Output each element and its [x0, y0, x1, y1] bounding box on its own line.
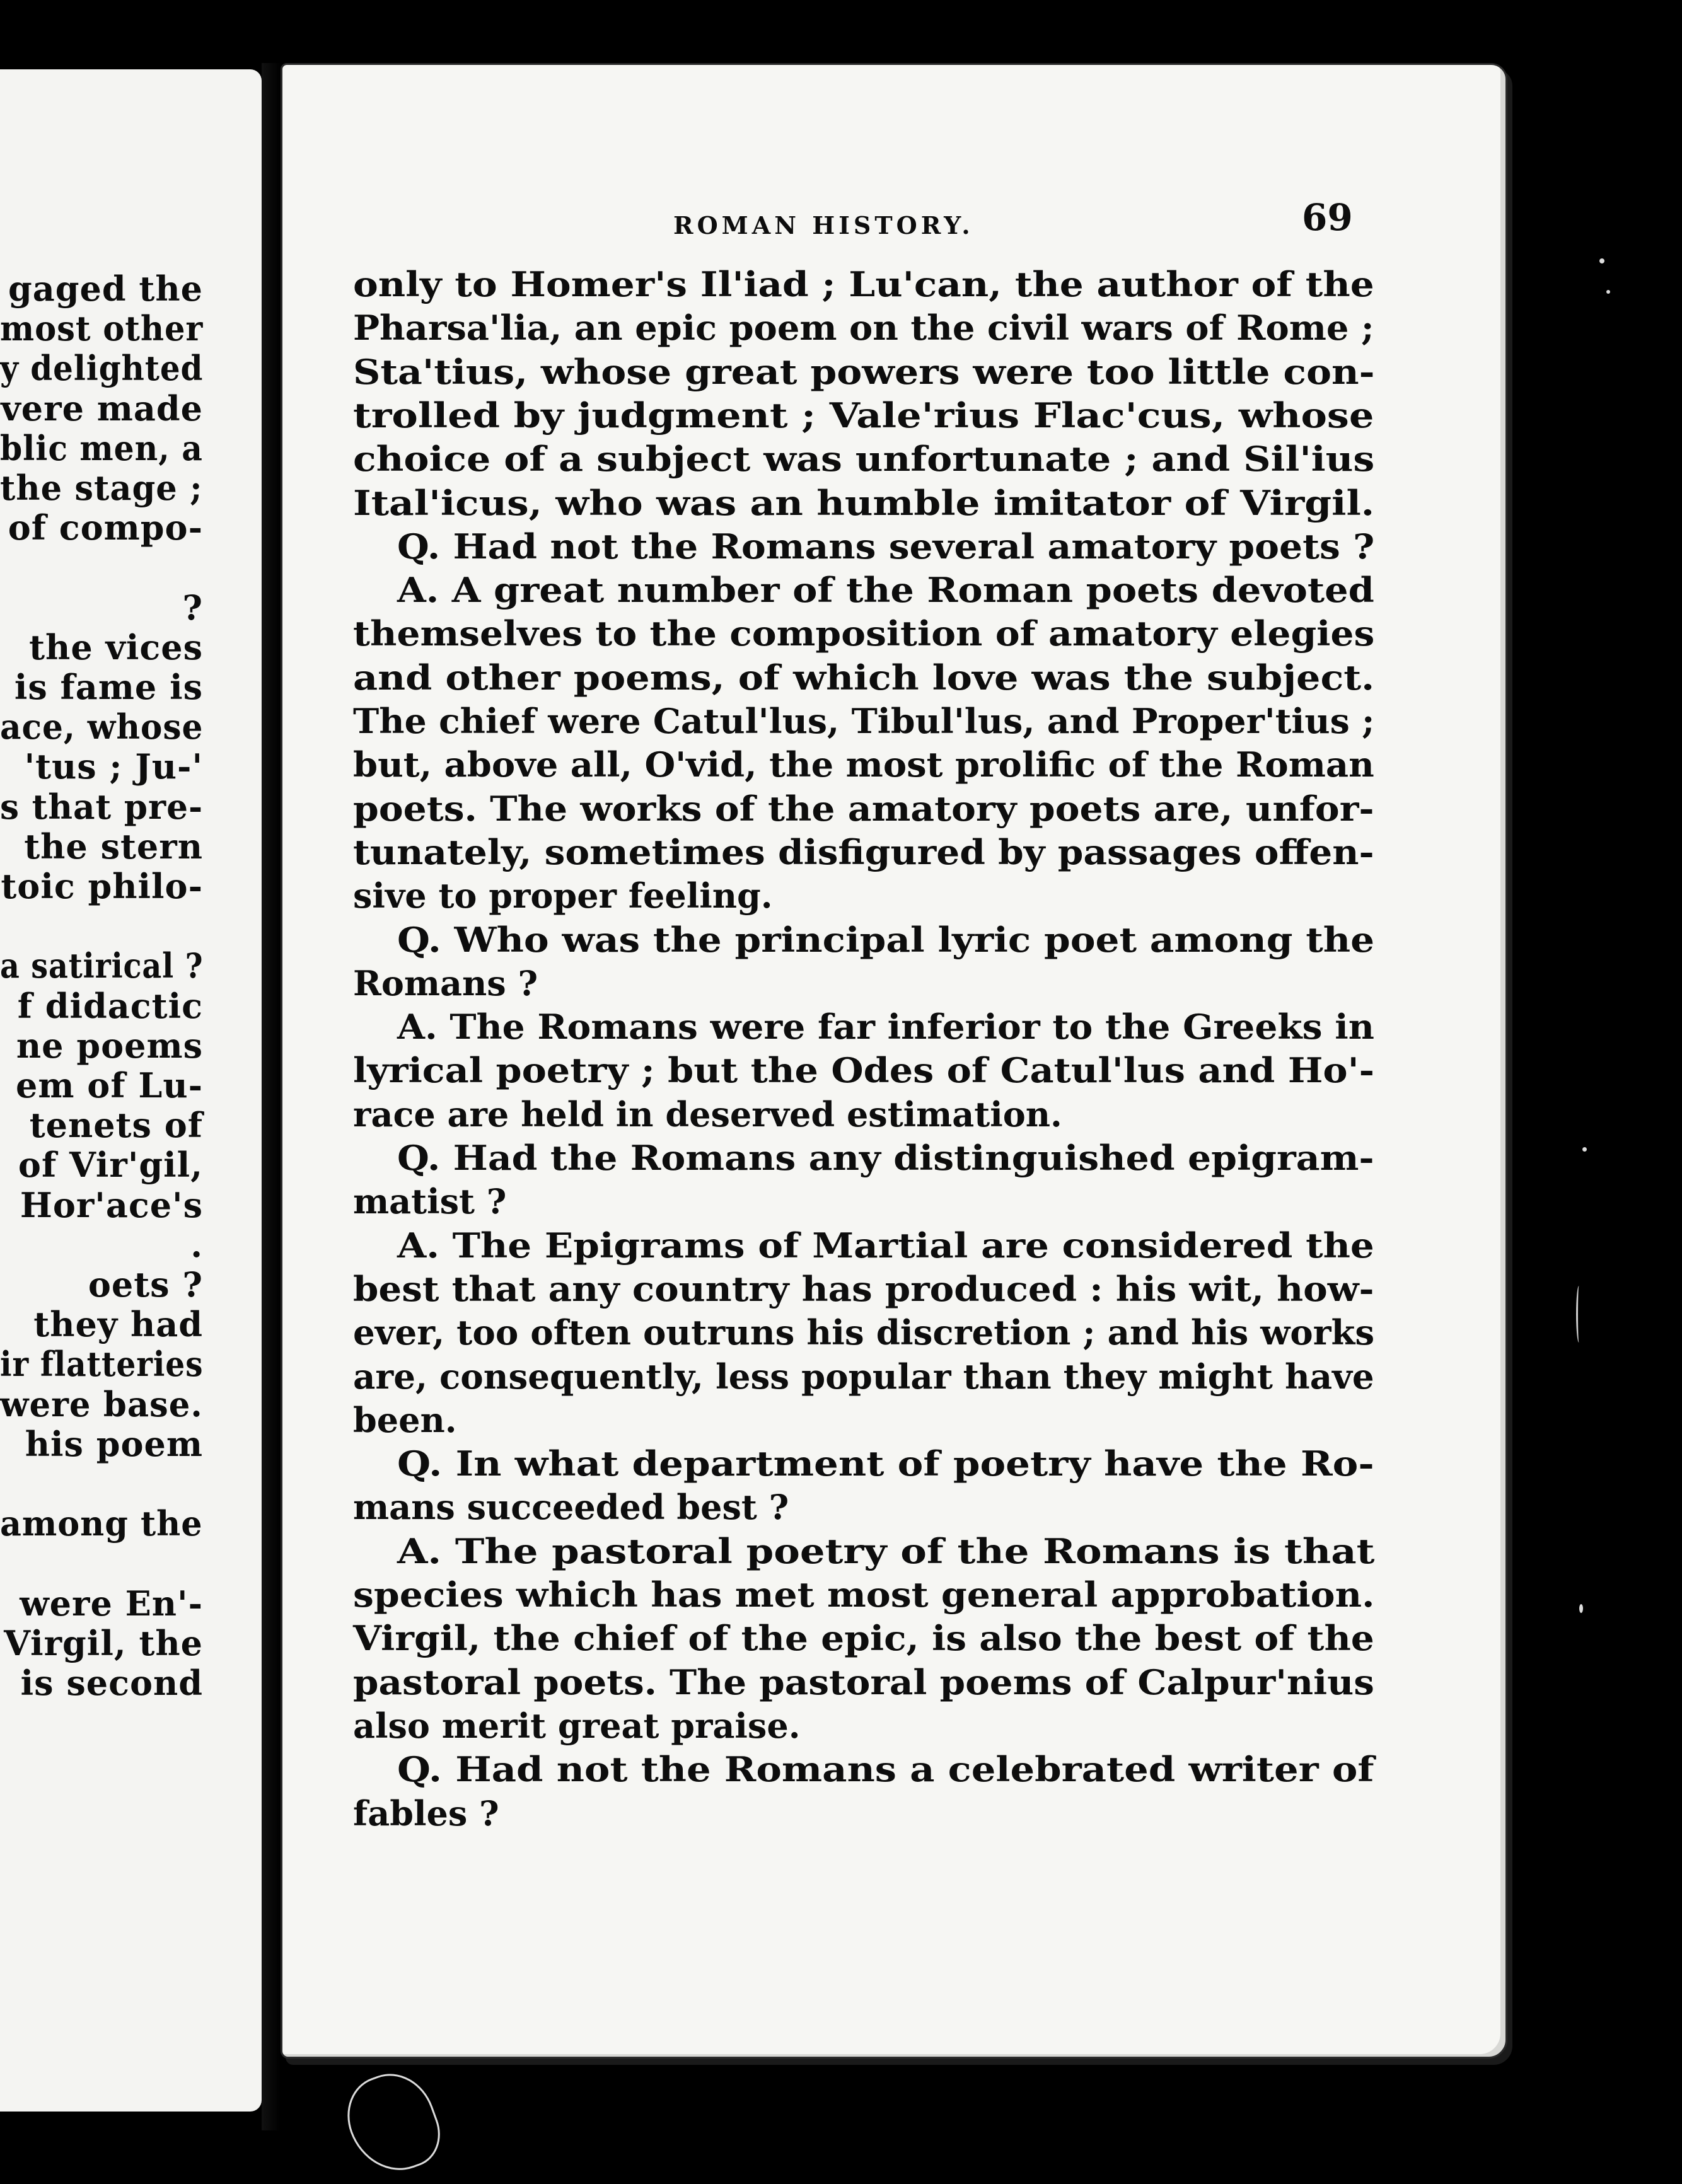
left-page-line: em of Lu-	[16, 1065, 203, 1106]
text-line: and other poems, of which love was the subject.	[353, 657, 1375, 698]
text-line: pastoral poets. The pastoral poems of Calpur'nius	[353, 1661, 1374, 1702]
text-line: species which has met most general approbation.	[353, 1574, 1375, 1615]
dust-speck	[1599, 258, 1604, 263]
left-page-line: y delighted	[0, 348, 203, 389]
main-page	[281, 63, 1507, 2059]
left-page-line: ace, whose	[0, 707, 203, 748]
left-page-line: a satirical ?	[0, 945, 203, 986]
text-line: Q. Had the Romans any distinguished epigram-	[397, 1138, 1374, 1178]
left-page-line: Hor'ace's	[20, 1184, 203, 1225]
text-line: been.	[353, 1399, 457, 1440]
left-page-line: were base.	[0, 1384, 203, 1424]
text-line: Q. Who was the principal lyric poet among the	[397, 919, 1375, 960]
dust-speck	[1606, 290, 1610, 294]
left-page-line: of Vir'gil,	[18, 1145, 203, 1186]
page-number: 69	[1302, 196, 1353, 239]
text-line: lyrical poetry ; but the Odes of Catul'lus and Ho'-	[353, 1050, 1374, 1091]
running-head: ROMAN HISTORY.	[673, 211, 974, 240]
text-line: Pharsa'lia, an epic poem on the civil wars of Rome ;	[353, 308, 1374, 349]
text-line: Virgil, the chief of the epic, is also the best of the	[353, 1618, 1374, 1659]
left-page-line: ir flatteries	[0, 1344, 203, 1385]
text-line: best that any country has produced : his wit, how-	[353, 1268, 1374, 1309]
left-page-line: Virgil, the	[4, 1622, 203, 1663]
left-page-line: gaged the	[8, 269, 203, 309]
text-line: but, above all, O'vid, the most prolific of the Roman	[353, 744, 1374, 785]
left-page-line: ?	[182, 587, 203, 628]
text-line: A. The pastoral poetry of the Romans is that	[397, 1530, 1375, 1571]
text-line: only to Homer's Il'iad ; Lu'can, the author of the	[353, 264, 1374, 304]
text-line: mans succeeded best ?	[353, 1487, 789, 1528]
text-line: themselves to the composition of amatory elegies	[353, 613, 1375, 654]
left-page-line: ne poems	[16, 1025, 203, 1066]
text-line: also merit great praise.	[353, 1705, 801, 1746]
text-line: Q. Had not the Romans a celebrated writer of	[397, 1749, 1374, 1790]
text-line: matist ?	[353, 1181, 507, 1222]
left-page-line: s that pre-	[0, 786, 203, 827]
text-line: Romans ?	[353, 962, 538, 1003]
text-line: Q. In what department of poetry have the Ro-	[397, 1443, 1374, 1484]
text-line: race are held in deserved estimation.	[353, 1094, 1062, 1135]
text-line: The chief were Catul'lus, Tibul'lus, and Proper'tius ;	[353, 701, 1375, 741]
left-page-line: .	[190, 1224, 203, 1265]
left-page-line: blic men, a	[0, 427, 203, 468]
text-line: tunately, sometimes disfigured by passages offen-	[353, 831, 1374, 872]
text-line: are, consequently, less popular than they might have	[353, 1356, 1374, 1397]
left-page-line: is fame is	[14, 667, 203, 707]
dust-speck	[1579, 1604, 1583, 1613]
text-line: A. The Romans were far inferior to the Greeks in	[397, 1007, 1374, 1048]
left-page-line: were En'-	[20, 1583, 203, 1624]
left-page-line: f didactic	[17, 985, 203, 1026]
left-page-line: tenets of	[29, 1105, 203, 1146]
left-page-line: among the	[0, 1503, 203, 1544]
dust-speck	[1582, 1147, 1587, 1152]
left-page-line: the stern	[24, 826, 203, 867]
left-facing-page	[0, 69, 262, 2112]
text-line: Ital'icus, who was an humble imitator of Virgil.	[353, 482, 1375, 523]
left-page-line: 'tus ; Ju-'	[24, 746, 203, 787]
left-page-line: the stage ;	[0, 468, 203, 508]
text-line: Sta'tius, whose great powers were too little con-	[353, 351, 1375, 392]
left-page-line: is second	[20, 1663, 203, 1703]
left-page-line: most other	[0, 308, 203, 349]
left-page-line: vere made	[1, 388, 203, 429]
left-page-line: of compo-	[8, 507, 203, 548]
text-line: A. The Epigrams of Martial are considered the	[397, 1225, 1374, 1266]
text-line: sive to proper feeling.	[353, 875, 773, 916]
text-line: A. A great number of the Roman poets devoted	[397, 570, 1374, 611]
left-page-line: toic philo-	[1, 866, 203, 906]
scan-artifact	[335, 2062, 450, 2183]
book-gutter	[262, 63, 281, 2130]
text-line: Q. Had not the Romans several amatory poets ?	[397, 526, 1375, 567]
margin-mark	[1576, 1286, 1582, 1343]
left-page-line: they had	[33, 1304, 203, 1345]
text-line: trolled by judgment ; Vale'rius Flac'cus, whose	[353, 395, 1374, 436]
text-line: choice of a subject was unfortunate ; and Sil'ius	[353, 439, 1375, 480]
left-page-line: his poem	[25, 1423, 203, 1464]
left-page-line: oets ?	[88, 1264, 203, 1305]
text-line: ever, too often outruns his discretion ; and his works	[353, 1312, 1375, 1353]
left-page-line: the vices	[29, 627, 203, 667]
text-line: poets. The works of the amatory poets are, unfor-	[353, 788, 1374, 829]
text-line: fables ?	[353, 1793, 499, 1834]
